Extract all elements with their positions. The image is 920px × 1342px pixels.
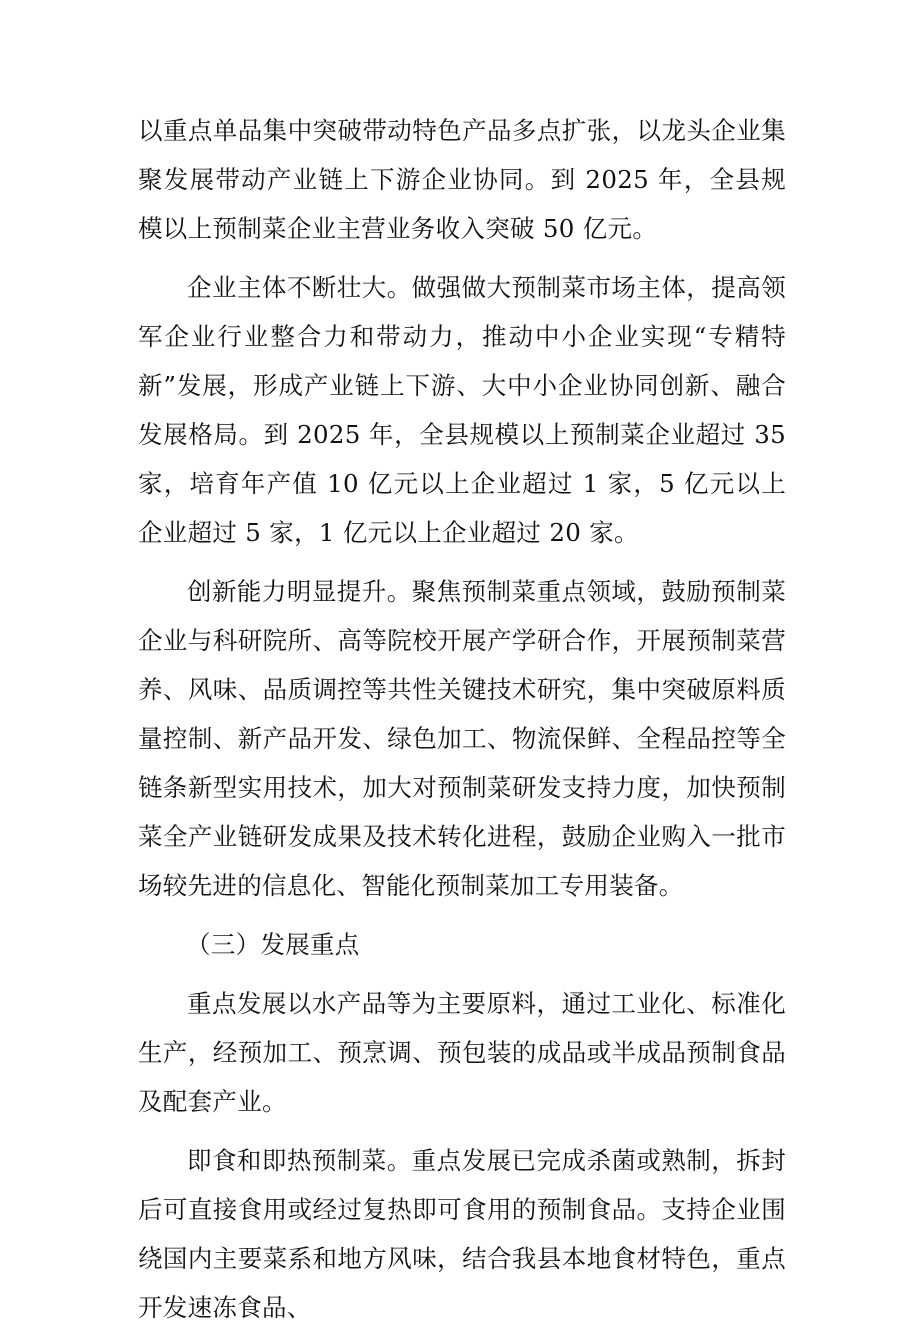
paragraph-ready-to-eat: 即食和即热预制菜。重点发展已完成杀菌或熟制，拆封后可直接食用或经过复热即可食用的预制食品。支持企业围绕国内主要菜系和地方风味，结合我县本地食材特色，重点开发速冻食品、	[138, 1146, 786, 1322]
document-body	[138, 106, 786, 1342]
paragraph-development-focus: 重点发展以水产品等为主要原料，通过工业化、标准化生产，经预加工、预烹调、预包装的成品或半成品预制食品及配套产业。	[138, 989, 786, 1116]
paragraph-continued: 以重点单品集中突破带动特色产品多点扩张，以龙头企业集聚发展带动产业链上下游企业协同。到 2025 年，全县规模以上预制菜企业主营业务收入突破 50 亿元。	[138, 116, 786, 243]
section-heading: （三）发展重点	[186, 930, 360, 959]
paragraph-enterprise-growth: 企业主体不断壮大。做强做大预制菜市场主体，提高领军企业行业整合力和带动力，推动中小企业实现“专精特新”发展，形成产业链上下游、大中小企业协同创新、融合发展格局。到 2025 年，全县规模以上预制菜企业超过 35 家，培育年产值 10 亿元以上企业超过 1 家，5 亿元以上企业超过 5 家，1 亿元以上企业超过 20 家。	[138, 273, 786, 547]
paragraph-innovation: 创新能力明显提升。聚焦预制菜重点领域，鼓励预制菜企业与科研院所、高等院校开展产学研合作，开展预制菜营养、风味、品质调控等共性关键技术研究，集中突破原料质量控制、新产品开发、绿色加工、物流保鲜、全程品控等全链条新型实用技术，加大对预制菜研发支持力度，加快预制菜全产业链研发成果及技术转化进程，鼓励企业购入一批市场较先进的信息化、智能化预制菜加工专用装备。	[138, 577, 786, 900]
